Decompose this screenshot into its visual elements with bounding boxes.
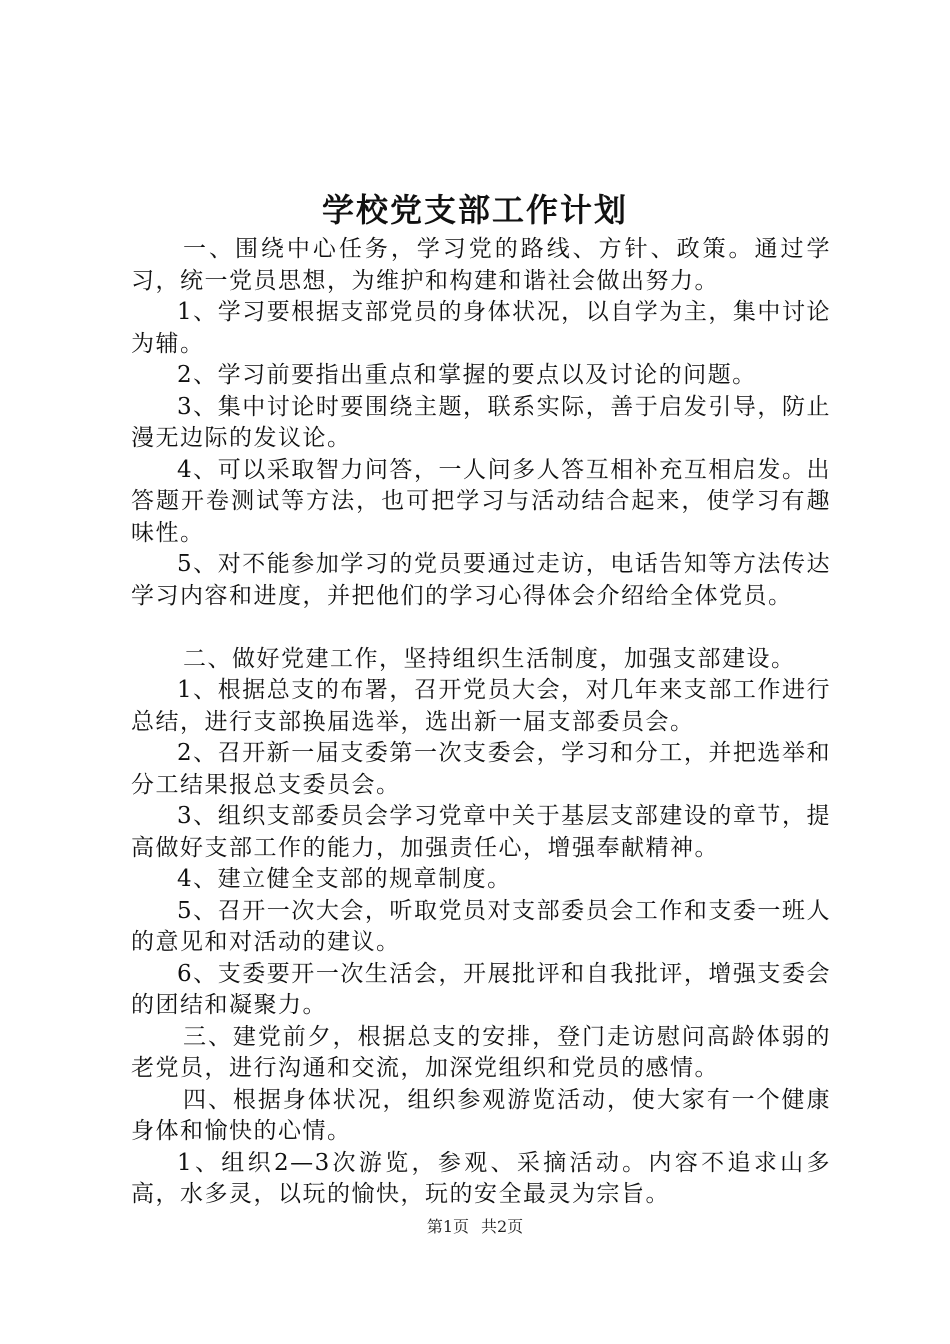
- section-2-item-4: 4、建立健全支部的规章制度。: [177, 866, 512, 892]
- section-1-item-2: 2、学习前要指出重点和掌握的要点以及讨论的问题。: [177, 362, 757, 388]
- paragraph-gap: [131, 612, 831, 644]
- page-total: 共2页: [481, 1217, 524, 1236]
- section-1-heading: 一、围绕中心任务，学习党的路线、方针、政策。通过学习，统一党员思想，为维护和构建和谐社会做出努力。: [131, 236, 831, 294]
- section-1-item-5: 5、对不能参加学习的党员要通过走访，电话告知等方法传达学习内容和进度，并把他们的学习心得体会介绍给全体党员。: [131, 551, 831, 609]
- section-2-item-2: 2、召开新一届支委第一次支委会，学习和分工，并把选举和分工结果报总支委员会。: [131, 740, 831, 798]
- section-1-item-1: 1、学习要根据支部党员的身体状况，以自学为主，集中讨论为辅。: [131, 299, 831, 357]
- section-2-item-3: 3、组织支部委员会学习党章中关于基层支部建设的章节，提高做好支部工作的能力，加强责任心，增强奉献精神。: [131, 803, 831, 861]
- section-4-heading: 四、根据身体状况，组织参观游览活动，使大家有一个健康身体和愉快的心情。: [131, 1086, 831, 1144]
- section-2-item-1: 1、根据总支的布署，召开党员大会，对几年来支部工作进行总结，进行支部换届选举，选出新一届支部委员会。: [131, 677, 831, 735]
- document-body: [131, 234, 831, 1211]
- section-4-item-1: 1、组织2—3次游览，参观、采摘活动。内容不追求山多高，水多灵，以玩的愉快，玩的安全最灵为宗旨。: [131, 1149, 831, 1207]
- section-1-item-3: 3、集中讨论时要围绕主题，联系实际，善于启发引导，防止漫无边际的发议论。: [131, 393, 831, 451]
- page-number: 第1页: [426, 1217, 469, 1236]
- section-2-item-5: 5、召开一次大会，听取党员对支部委员会工作和支委一班人的意见和对活动的建议。: [131, 897, 831, 955]
- section-3-heading: 三、建党前夕，根据总支的安排，登门走访慰问高龄体弱的老党员，进行沟通和交流，加深党组织和党员的感情。: [131, 1023, 831, 1081]
- section-2-heading: 二、做好党建工作，坚持组织生活制度，加强支部建设。: [183, 645, 796, 672]
- page-footer: [0, 1216, 950, 1238]
- document-title: 学校党支部工作计划: [321, 191, 628, 229]
- section-1-item-4: 4、可以采取智力问答，一人问多人答互相补充互相启发。出答题开卷测试等方法，也可把学习与活动结合起来，使学习有趣味性。: [131, 456, 831, 546]
- section-2-item-6: 6、支委要开一次生活会，开展批评和自我批评，增强支委会的团结和凝聚力。: [131, 960, 831, 1018]
